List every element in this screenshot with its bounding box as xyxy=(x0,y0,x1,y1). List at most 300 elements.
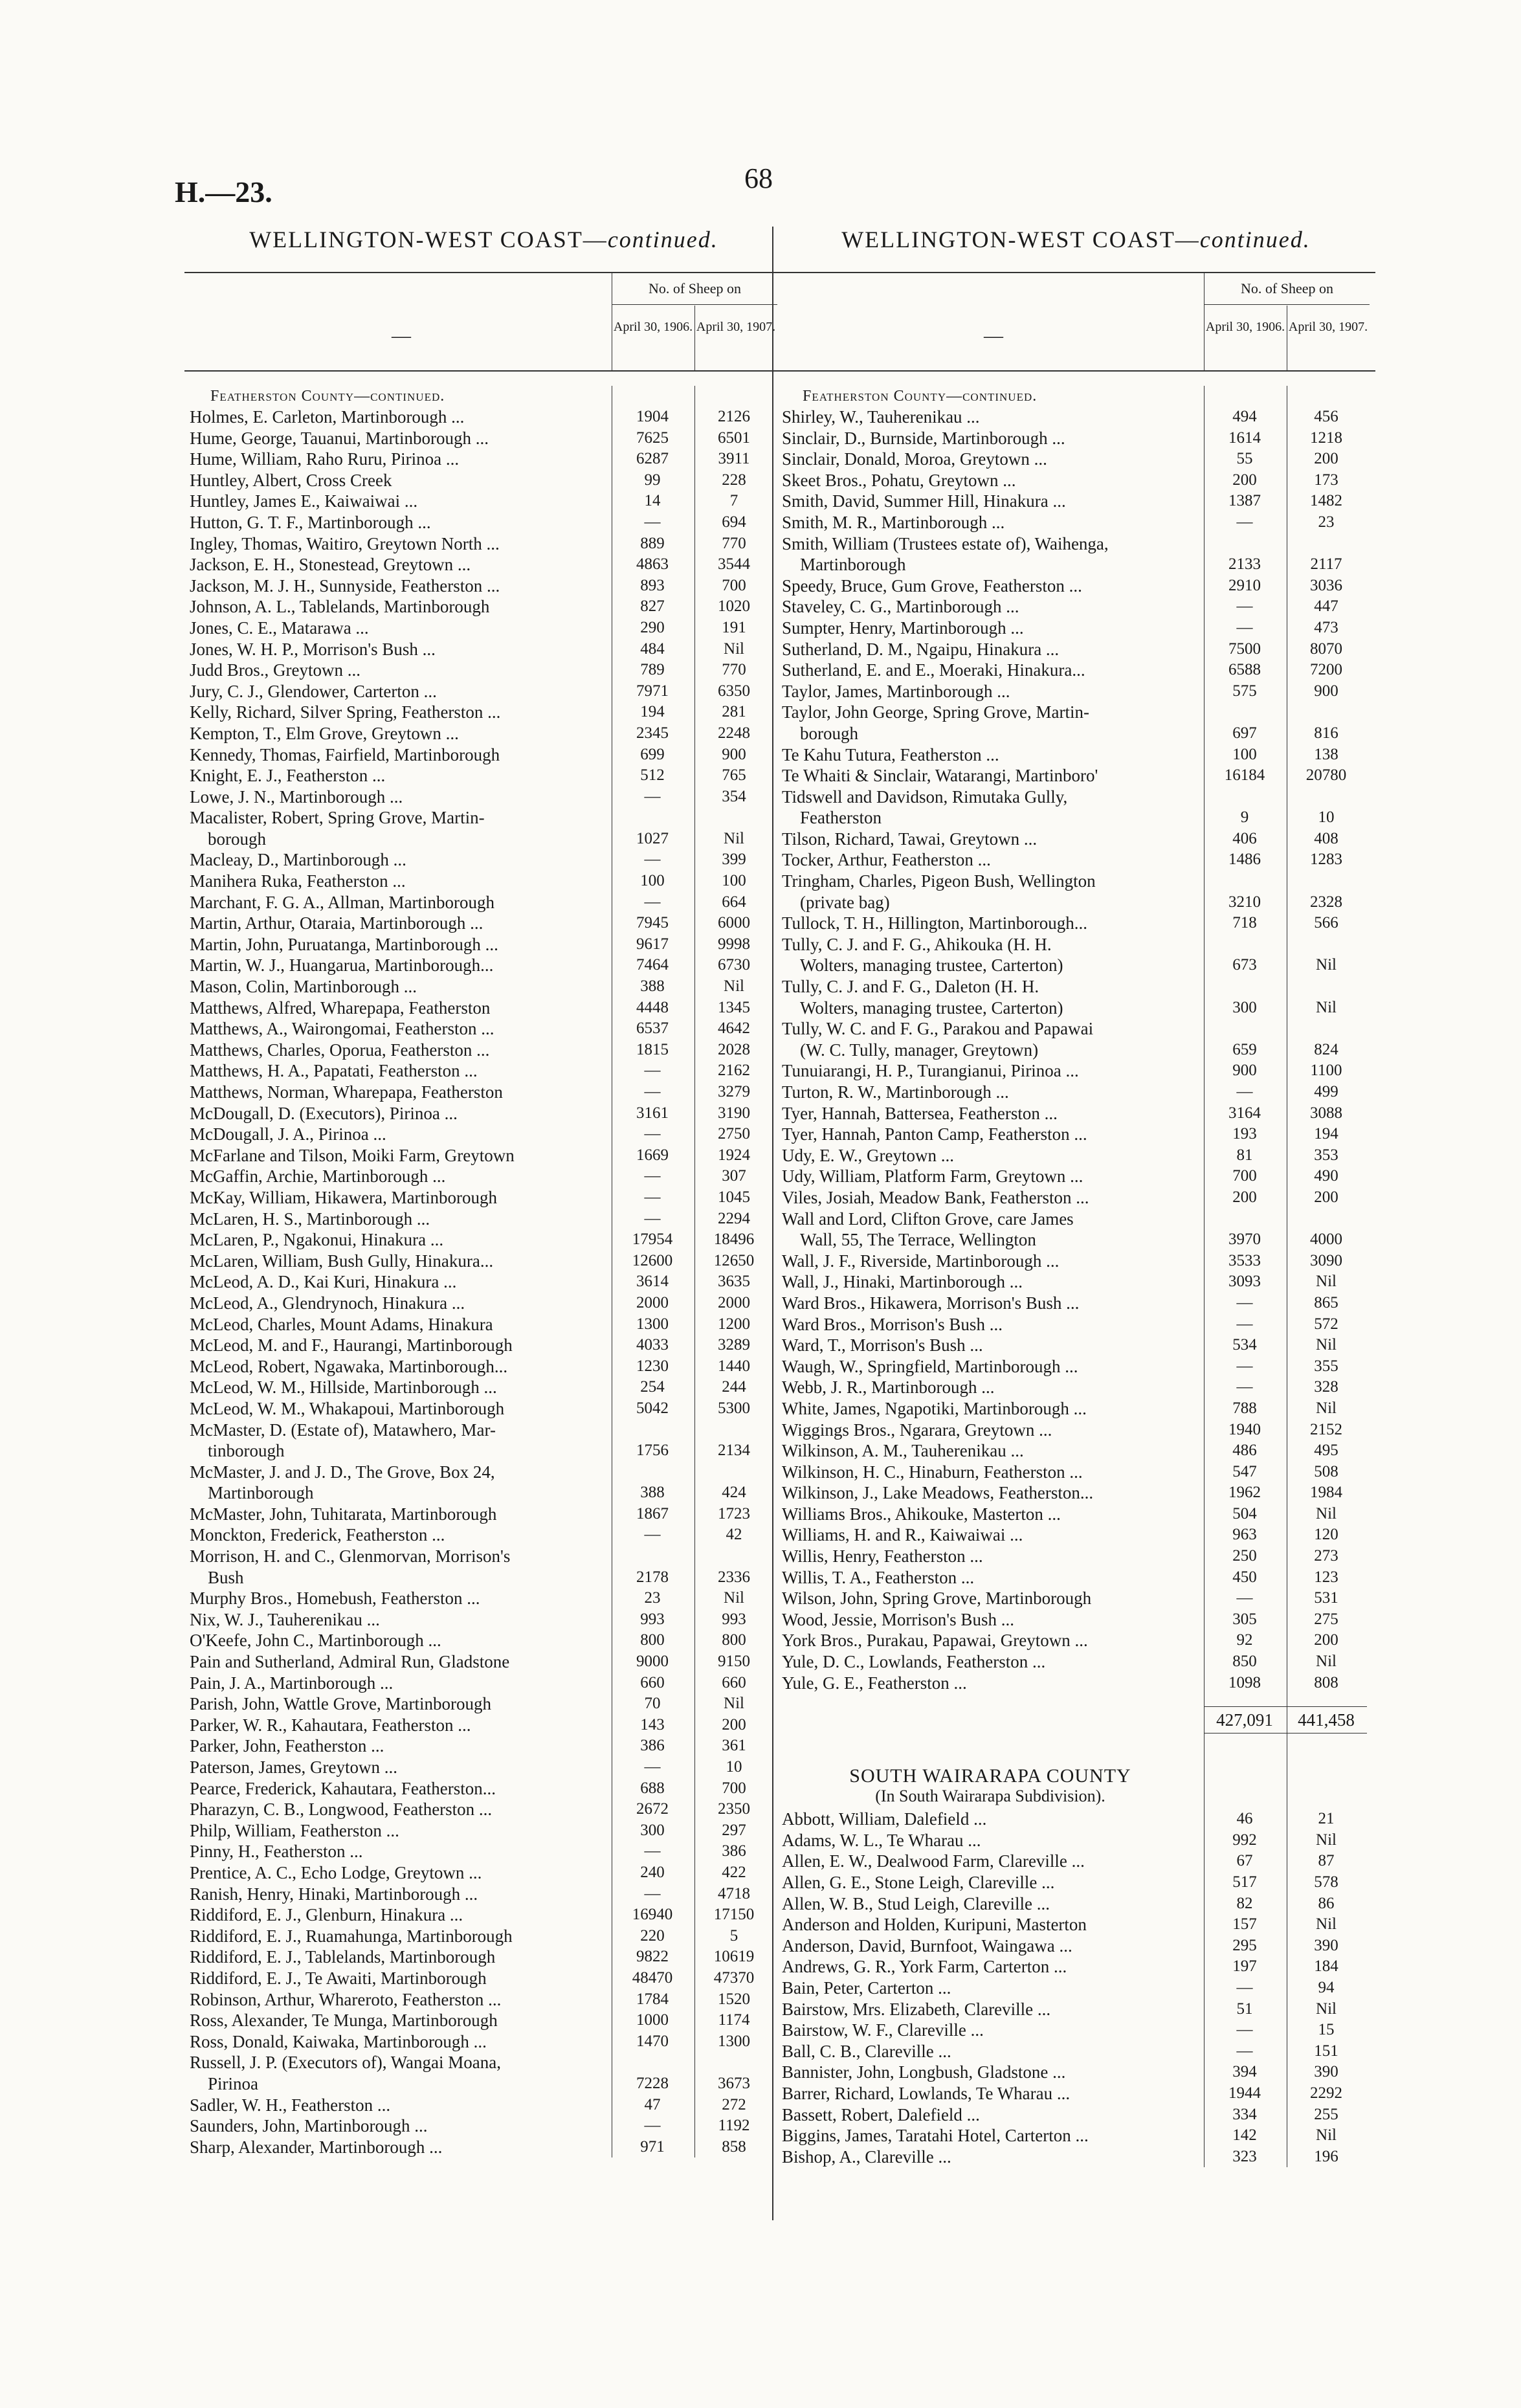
table-row xyxy=(777,533,1375,575)
county-heading: SOUTH WAIRARAPA COUNTY xyxy=(849,1765,1131,1787)
owner-name: Matthews, Alfred, Wharepapa, Featherston xyxy=(190,998,491,1018)
sheep-1907: 1345 xyxy=(718,998,750,1016)
table-row xyxy=(777,1956,1375,1978)
table-row xyxy=(184,1989,783,2011)
sheep-1906: 1867 xyxy=(636,1504,669,1522)
sheep-1907: 1300 xyxy=(718,2032,750,2050)
sheep-1907: 1218 xyxy=(1310,429,1342,447)
owner-name: Sinclair, D., Burnside, Martinborough ... xyxy=(782,428,1065,448)
owner-name: Ball, C. B., Clareville ... xyxy=(782,2041,951,2061)
table-row xyxy=(184,913,783,934)
table-row xyxy=(777,1978,1375,1999)
table-row xyxy=(184,1524,783,1546)
sheep-1907: 86 xyxy=(1318,1894,1335,1912)
sheep-1906: 2000 xyxy=(636,1293,669,1311)
owner-name: Lowe, J. N., Martinborough ... xyxy=(190,786,403,807)
owner-name: Jury, C. J., Glendower, Carterton ... xyxy=(190,681,437,701)
owner-name: Sutherland, D. M., Ngaipu, Hinakura ... xyxy=(782,639,1060,659)
table-row xyxy=(184,1630,783,1651)
sheep-1906: 3533 xyxy=(1228,1251,1261,1269)
table-row xyxy=(777,660,1375,681)
sheep-1907: 6730 xyxy=(718,956,750,974)
table-row xyxy=(184,2137,783,2158)
sheep-1907: 2336 xyxy=(718,1568,750,1586)
owner-name: Hutton, G. T. F., Martinborough ... xyxy=(190,512,431,532)
sheep-1906: 9000 xyxy=(636,1653,669,1671)
sheep-1907: 200 xyxy=(1314,1631,1338,1649)
table-row xyxy=(777,1809,1375,1830)
owner-name: Wilson, John, Spring Grove, Martinborough xyxy=(782,1589,1092,1609)
owner-name: McDougall, J. A., Pirinoa ... xyxy=(190,1124,386,1144)
table-row xyxy=(184,1293,783,1314)
owner-name: Taylor, James, Martinborough ... xyxy=(782,681,1010,701)
table-row xyxy=(184,1778,783,1800)
owner-name: Pain and Sutherland, Admiral Run, Gladstone xyxy=(190,1652,510,1672)
owner-name: Bishop, A., Clareville ... xyxy=(782,2146,951,2167)
sheep-1907: 900 xyxy=(1314,682,1338,700)
sheep-1906: 47 xyxy=(644,2095,661,2113)
sheep-1907: Nil xyxy=(1316,2000,1337,2018)
header-date-1906: April 30, 1906. xyxy=(1204,306,1286,370)
table-row xyxy=(184,871,783,892)
sheep-1907: Nil xyxy=(724,1695,744,1713)
county-total-row xyxy=(777,1706,1375,1734)
owner-name: Wilkinson, A. M., Tauherenikau ... xyxy=(782,1441,1024,1461)
sheep-1907: Nil xyxy=(1316,1653,1337,1671)
sheep-1906: 334 xyxy=(1232,2105,1257,2123)
table-row xyxy=(184,1145,783,1166)
sheep-1907: 694 xyxy=(722,513,746,531)
sheep-1907: 20780 xyxy=(1305,766,1347,785)
sheep-1907: 858 xyxy=(722,2137,746,2156)
owner-name: Biggins, James, Taratahi Hotel, Carterton ... xyxy=(782,2126,1089,2146)
sheep-1906: 1940 xyxy=(1228,1420,1261,1438)
sheep-1907: 6350 xyxy=(718,682,750,700)
owner-name: McLeod, A., Glendrynoch, Hinakura ... xyxy=(190,1293,465,1313)
sheep-1907: 1020 xyxy=(718,597,750,616)
owner-name: Tyer, Hannah, Battersea, Featherston ... xyxy=(782,1103,1058,1123)
sheep-1907: 2152 xyxy=(1310,1420,1342,1438)
sheep-1906: 16940 xyxy=(632,1906,673,1924)
sheep-1907: 123 xyxy=(1314,1568,1338,1586)
owner-name: Hume, William, Raho Ruru, Pirinoa ... xyxy=(190,449,460,469)
table-row xyxy=(777,1893,1375,1915)
sheep-1907: 1192 xyxy=(718,2117,750,2135)
sheep-1907: 399 xyxy=(722,851,746,869)
owner-name: Sumpter, Henry, Martinborough ... xyxy=(782,618,1024,638)
sheep-1906: 300 xyxy=(640,1821,665,1839)
owner-name: White, James, Ngapotiki, Martinborough ... xyxy=(782,1398,1087,1418)
owner-name: Wall, J., Hinaki, Martinborough ... xyxy=(782,1272,1023,1292)
sheep-1906: 300 xyxy=(1232,998,1257,1016)
owner-name: Riddiford, E. J., Te Awaiti, Martinborough xyxy=(190,1968,487,1988)
sheep-1906: 3164 xyxy=(1228,1104,1261,1122)
sheep-1906: 971 xyxy=(640,2137,665,2156)
sheep-1907: 566 xyxy=(1314,914,1338,932)
sheep-1907: 2028 xyxy=(718,1040,750,1058)
sheep-1906: 51 xyxy=(1236,2000,1253,2018)
table-row xyxy=(184,1124,783,1145)
sheep-1907: 2248 xyxy=(718,724,750,742)
sheep-1907: 1924 xyxy=(718,1146,750,1164)
table-row xyxy=(184,1735,783,1757)
total-1906: 427,091 xyxy=(1204,1706,1285,1734)
table-row xyxy=(184,533,783,555)
table-row xyxy=(777,575,1375,597)
owner-name: Tyer, Hannah, Panton Camp, Featherston ... xyxy=(782,1124,1087,1144)
table-row xyxy=(184,2115,783,2137)
table-row xyxy=(777,2104,1375,2126)
sheep-1906: 1027 xyxy=(636,829,669,847)
right-table-header xyxy=(777,272,1375,372)
owner-name: Huntley, Albert, Cross Creek xyxy=(190,470,392,490)
sheep-1906: 92 xyxy=(1236,1631,1253,1649)
sheep-1906: 6588 xyxy=(1228,661,1261,679)
sheep-1906: 547 xyxy=(1232,1462,1257,1480)
table-row xyxy=(184,1841,783,1862)
table-row xyxy=(184,639,783,660)
sheep-1906: 2345 xyxy=(636,724,669,742)
owner-name: Ingley, Thomas, Waitiro, Greytown North ... xyxy=(190,533,500,553)
table-row xyxy=(184,1884,783,1905)
sheep-1907: 6501 xyxy=(718,429,750,447)
sheep-1907: 1200 xyxy=(718,1315,750,1333)
sheep-1907: 2350 xyxy=(718,1800,750,1818)
sheep-1906: 1470 xyxy=(636,2032,669,2050)
sheep-1906: 2910 xyxy=(1228,576,1261,594)
sheep-1907: 2328 xyxy=(1310,893,1342,911)
sheep-1907: Nil xyxy=(1316,1399,1337,1417)
owner-name: Ward Bros., Hikawera, Morrison's Bush ... xyxy=(782,1293,1080,1313)
owner-name: Russell, J. P. (Executors of), Wangai Moana, Pirinoa xyxy=(190,2053,502,2093)
sheep-1906: 388 xyxy=(640,1484,665,1502)
owner-name: Holmes, E. Carleton, Martinborough ... xyxy=(190,407,465,427)
table-row xyxy=(777,491,1375,512)
sheep-1906: 659 xyxy=(1232,1040,1257,1058)
sheep-1907: 6000 xyxy=(718,914,750,932)
owner-name: Ward Bros., Morrison's Bush ... xyxy=(782,1314,1003,1334)
owner-name: Anderson, David, Burnfoot, Waingawa ... xyxy=(782,1935,1072,1956)
table-row xyxy=(777,1673,1375,1694)
owner-name: Smith, M. R., Martinborough ... xyxy=(782,512,1005,532)
sheep-1907: Nil xyxy=(1316,998,1337,1016)
table-row xyxy=(184,1462,783,1504)
owner-name: Tullock, T. H., Hillington, Martinborough... xyxy=(782,913,1088,933)
owner-name: Kennedy, Thomas, Fairfield, Martinborough xyxy=(190,744,500,764)
table-row xyxy=(777,1830,1375,1851)
sheep-1906: — xyxy=(1236,2042,1253,2060)
sheep-1907: 1520 xyxy=(718,1990,750,2008)
owner-name: Riddiford, E. J., Glenburn, Hinakura ... xyxy=(190,1905,463,1925)
sheep-1906: 494 xyxy=(1232,408,1257,425)
sheep-1906: — xyxy=(644,1842,661,1860)
owner-name: Nix, W. J., Tauherenikau ... xyxy=(190,1609,380,1629)
table-row xyxy=(777,449,1375,470)
owner-name: York Bros., Purakau, Papawai, Greytown ... xyxy=(782,1631,1088,1651)
sheep-1907: 1100 xyxy=(1310,1062,1342,1080)
owner-name: Parish, John, Wattle Grove, Martinborough xyxy=(190,1694,492,1714)
table-row xyxy=(184,1504,783,1525)
owner-name: Sutherland, E. and E., Moeraki, Hinakura... xyxy=(782,660,1085,680)
owner-name: Tringham, Charles, Pigeon Bush, Wellington (private bag) xyxy=(782,871,1096,912)
sheep-1907: 15 xyxy=(1318,2021,1335,2039)
sheep-1906: 850 xyxy=(1232,1653,1257,1671)
owner-name: Riddiford, E. J., Tablelands, Martinborough xyxy=(190,1947,496,1967)
sheep-1907: 354 xyxy=(722,787,746,805)
table-row xyxy=(777,1609,1375,1631)
sheep-1906: 1756 xyxy=(636,1442,669,1460)
sheep-1906: 142 xyxy=(1232,2126,1257,2145)
table-row xyxy=(184,1820,783,1842)
header-date-1907: April 30, 1907. xyxy=(694,306,777,370)
sheep-1906: 200 xyxy=(1232,1188,1257,1206)
owner-name: Kempton, T., Elm Grove, Greytown ... xyxy=(190,723,459,743)
sheep-1907: 47370 xyxy=(713,1968,755,1987)
header-sheep-group: No. of Sheep on xyxy=(1204,273,1370,305)
owner-name: Sadler, W. H., Featherston ... xyxy=(190,2095,391,2115)
sheep-1906: — xyxy=(1236,2021,1253,2039)
sheep-1906: — xyxy=(644,1167,661,1185)
owner-name: Taylor, John George, Spring Grove, Martin- borough xyxy=(782,702,1089,743)
sheep-1906: 323 xyxy=(1232,2147,1257,2165)
header-dash: — xyxy=(984,325,1003,346)
table-row xyxy=(184,934,783,955)
sheep-1907: 2294 xyxy=(718,1209,750,1227)
owner-name: Wood, Jessie, Morrison's Bush ... xyxy=(782,1609,1014,1629)
sheep-1907: 770 xyxy=(722,534,746,552)
table-row xyxy=(184,1314,783,1335)
table-row xyxy=(184,1673,783,1694)
sheep-1907: 3090 xyxy=(1310,1251,1342,1269)
sheep-1906: 1614 xyxy=(1228,429,1261,447)
table-row xyxy=(184,449,783,470)
owner-name: Pain, J. A., Martinborough ... xyxy=(190,1673,394,1693)
sheep-1906: 827 xyxy=(640,597,665,616)
sheep-1906: 157 xyxy=(1232,1915,1257,1934)
right-column-title: WELLINGTON-WEST COAST—continued. xyxy=(841,227,1311,252)
sheep-1907: 456 xyxy=(1314,408,1338,425)
sheep-1906: 14 xyxy=(644,492,661,510)
sheep-1906: 12600 xyxy=(632,1251,673,1269)
sheep-1907: 765 xyxy=(722,766,746,785)
sheep-1906: 7464 xyxy=(636,956,669,974)
owner-name: Tilson, Richard, Tawai, Greytown ... xyxy=(782,829,1038,849)
owner-name: Willis, T. A., Featherston ... xyxy=(782,1567,975,1587)
table-row xyxy=(777,512,1375,533)
owner-name: McLeod, Robert, Ngawaka, Martinborough... xyxy=(190,1356,508,1376)
owner-name: McMaster, John, Tuhitarata, Martinborough xyxy=(190,1504,497,1524)
owner-name: McLeod, W. M., Whakapoui, Martinborough xyxy=(190,1398,505,1418)
sheep-1906: 486 xyxy=(1232,1442,1257,1460)
owner-name: Bassett, Robert, Dalefield ... xyxy=(782,2104,980,2124)
table-row xyxy=(777,1103,1375,1124)
sheep-1907: 7 xyxy=(729,492,738,510)
sheep-1907: 473 xyxy=(1314,618,1338,636)
table-row xyxy=(184,596,783,618)
table-row xyxy=(184,998,783,1019)
sheep-1906: 46 xyxy=(1236,1810,1253,1828)
sheep-1906: — xyxy=(644,2117,661,2135)
table-row xyxy=(184,681,783,702)
sheep-1907: 1440 xyxy=(718,1357,750,1375)
sheep-1906: 1230 xyxy=(636,1357,669,1375)
sheep-1906: 3093 xyxy=(1228,1273,1261,1291)
sheep-1906: 789 xyxy=(640,661,665,679)
table-row xyxy=(184,1166,783,1187)
sheep-1906: 9 xyxy=(1240,808,1249,827)
left-table-header xyxy=(184,272,783,372)
sheep-1907: 23 xyxy=(1318,513,1335,531)
owner-name: Sharp, Alexander, Martinborough ... xyxy=(190,2137,443,2157)
table-row xyxy=(777,1651,1375,1673)
sheep-1907: 816 xyxy=(1314,724,1338,742)
owner-name: Matthews, H. A., Papatati, Featherston ... xyxy=(190,1061,478,1081)
table-row xyxy=(777,407,1375,428)
sheep-1906: 484 xyxy=(640,640,665,658)
sheep-1907: 660 xyxy=(722,1673,746,1691)
table-row xyxy=(184,2095,783,2116)
owner-name: Mason, Colin, Martinborough ... xyxy=(190,977,417,997)
right-column xyxy=(777,220,1375,2167)
owner-name: Ross, Alexander, Te Munga, Martinborough xyxy=(190,2011,498,2031)
table-row xyxy=(184,1693,783,1715)
sheep-1907: 993 xyxy=(722,1610,746,1628)
sheep-1906: — xyxy=(644,1062,661,1080)
owner-name: Matthews, Charles, Oporua, Featherston ... xyxy=(190,1040,490,1060)
sheep-1907: 228 xyxy=(722,471,746,489)
table-row xyxy=(777,934,1375,976)
owner-name: Yule, D. C., Lowlands, Featherston ... xyxy=(782,1652,1046,1672)
owner-name: Waugh, W., Springfield, Martinborough ... xyxy=(782,1356,1078,1376)
owner-name: Parker, W. R., Kahautara, Featherston ... xyxy=(190,1715,471,1735)
sheep-1907: 42 xyxy=(726,1526,742,1544)
owner-name: Kelly, Richard, Silver Spring, Featherston ... xyxy=(190,702,501,722)
owner-name: Ross, Donald, Kaiwaka, Martinborough ... xyxy=(190,2031,487,2051)
owner-name: Marchant, F. G. A., Allman, Martinborough xyxy=(190,892,495,912)
sheep-1907: Nil xyxy=(1316,956,1337,974)
sheep-1906: 1669 xyxy=(636,1146,669,1164)
sheep-1906: 23 xyxy=(644,1589,661,1607)
header-date-1906: April 30, 1906. xyxy=(612,306,694,370)
sheep-1906: — xyxy=(644,851,661,869)
sheep-1906: — xyxy=(644,787,661,805)
sheep-1906: 3161 xyxy=(636,1104,669,1122)
sheep-1907: 275 xyxy=(1314,1610,1338,1628)
table-row xyxy=(777,1377,1375,1398)
table-row xyxy=(777,765,1375,786)
table-row xyxy=(184,1926,783,1947)
sheep-1906: 48470 xyxy=(632,1968,673,1987)
owner-name: Tunuiarangi, H. P., Turangianui, Pirinoa ... xyxy=(782,1061,1079,1081)
table-row xyxy=(777,618,1375,639)
sheep-1907: 700 xyxy=(722,576,746,594)
header-date-1907: April 30, 1907. xyxy=(1287,306,1369,370)
table-row xyxy=(184,2031,783,2053)
table-row xyxy=(777,849,1375,871)
sheep-1907: 1174 xyxy=(718,2011,750,2029)
left-column xyxy=(184,220,783,2157)
sheep-1907: 17150 xyxy=(713,1906,755,1924)
sheep-1907: 800 xyxy=(722,1631,746,1649)
sheep-1906: — xyxy=(1236,513,1253,531)
sheep-1906: 992 xyxy=(1232,1831,1257,1849)
sheep-1907: 151 xyxy=(1314,2042,1338,2060)
sheep-1906: 7228 xyxy=(636,2074,669,2092)
sheep-1907: 2000 xyxy=(718,1293,750,1311)
sheep-1906: 512 xyxy=(640,766,665,785)
sheep-1907: 700 xyxy=(722,1779,746,1797)
owner-name: McLaren, H. S., Martinborough ... xyxy=(190,1209,430,1229)
sheep-1907: 3279 xyxy=(718,1083,750,1100)
table-row xyxy=(184,976,783,998)
table-row xyxy=(184,1271,783,1293)
sheep-1906: 889 xyxy=(640,534,665,552)
owner-name: Ranish, Henry, Hinaki, Martinborough ... xyxy=(190,1884,478,1904)
sheep-1906: 4863 xyxy=(636,555,669,574)
sheep-1906: 99 xyxy=(644,471,661,489)
sheep-1906: 673 xyxy=(1232,956,1257,974)
owner-name: McMaster, J. and J. D., The Grove, Box 24, Martinborough xyxy=(190,1462,495,1503)
sheep-1906: — xyxy=(1236,1589,1253,1607)
owner-name: Tully, C. J. and F. G., Daleton (H. H. Wolters, managing trustee, Carterton) xyxy=(782,977,1063,1018)
sheep-1906: 67 xyxy=(1236,1852,1253,1870)
left-table-body xyxy=(184,386,783,2157)
table-row xyxy=(777,2062,1375,2083)
owner-name: Parker, John, Featherston ... xyxy=(190,1736,384,1756)
table-row xyxy=(184,428,783,449)
table-row xyxy=(777,1293,1375,1314)
sheep-1906: 1486 xyxy=(1228,851,1261,869)
table-row xyxy=(184,1968,783,1989)
sheep-1907: 900 xyxy=(722,745,746,763)
table-row xyxy=(184,1229,783,1251)
sheep-1906: 1784 xyxy=(636,1990,669,2008)
owner-name: Macleay, D., Martinborough ... xyxy=(190,850,406,870)
table-row xyxy=(777,1462,1375,1483)
sheep-1907: 18496 xyxy=(713,1231,755,1249)
sheep-1906: — xyxy=(1236,1357,1253,1375)
owner-name: Anderson and Holden, Kuripuni, Masterton xyxy=(782,1915,1087,1935)
table-row xyxy=(184,849,783,871)
table-row xyxy=(184,1082,783,1103)
owner-name: Skeet Bros., Pohatu, Greytown ... xyxy=(782,470,1016,490)
sheep-1907: 94 xyxy=(1318,1978,1335,1996)
table-row xyxy=(184,1356,783,1377)
table-row xyxy=(184,1398,783,1420)
owner-name: Adams, W. L., Te Wharau ... xyxy=(782,1830,981,1850)
sheep-1907: 12650 xyxy=(713,1251,755,1269)
owner-name: Turton, R. W., Martinborough ... xyxy=(782,1082,1009,1102)
table-row xyxy=(777,1251,1375,1272)
table-row xyxy=(777,1145,1375,1166)
table-row xyxy=(184,575,783,597)
owner-name: Jones, C. E., Matarawa ... xyxy=(190,618,369,638)
sheep-1906: 295 xyxy=(1232,1936,1257,1954)
owner-name: Ward, T., Morrison's Bush ... xyxy=(782,1335,983,1355)
table-row xyxy=(777,1872,1375,1893)
table-row xyxy=(184,1187,783,1209)
sheep-1906: 5042 xyxy=(636,1399,669,1417)
owner-name: Bannister, John, Longbush, Gladstone ... xyxy=(782,2062,1066,2082)
sheep-1907: 2126 xyxy=(718,408,750,425)
sheep-1907: 10 xyxy=(1318,808,1335,827)
table-row xyxy=(777,2125,1375,2146)
sheep-1907: 3635 xyxy=(718,1273,750,1291)
header-sheep-group: No. of Sheep on xyxy=(612,273,777,305)
sheep-1906: 197 xyxy=(1232,1957,1257,1976)
table-row xyxy=(184,765,783,786)
sheep-1906: — xyxy=(1236,1378,1253,1396)
